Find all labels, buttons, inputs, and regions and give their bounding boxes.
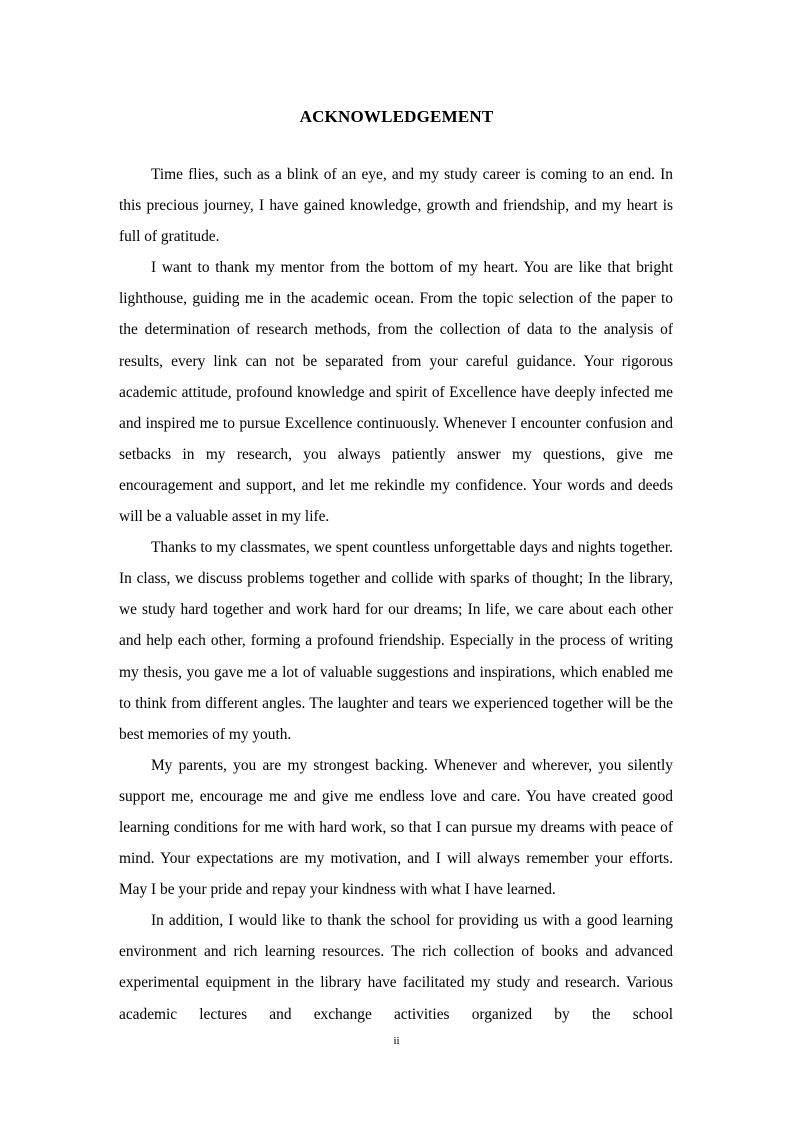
paragraph-3: Thanks to my classmates, we spent countless unforgettable days and nights together. In class, we discuss problems together and collide with sparks of thought; In the library, we study hard together and work hard for our dreams; In life, we care about each other and help each other, forming a profound friendship. Especially in the process of writing my thesis, you gave me a lot of valuable suggestions and inspirations, which enabled me to think from different angles. The laughter and tears we experienced together will be the best memories of my youth. [119,539,673,743]
paragraph-2: I want to thank my mentor from the bottom of my heart. You are like that bright lighthouse, guiding me in the academic ocean. From the topic selection of the paper to the determination of research methods, from the collection of data to the analysis of results, every link can not be separated from your careful guidance. Your rigorous academic attitude, profound knowledge and spirit of Excellence have deeply infected me and inspired me to pursue Excellence continuously. Whenever I encounter confusion and setbacks in my research, you always patiently answer my questions, give me encouragement and support, and let me rekindle my confidence. Your words and deeds will be a valuable asset in my life. [119,259,673,526]
document-body [119,159,673,1030]
paragraph-1: Time flies, such as a blink of an eye, and my study career is coming to an end. In this precious journey, I have gained knowledge, growth and friendship, and my heart is full of gratitude. [119,166,673,246]
paragraph-5: In addition, I would like to thank the school for providing us with a good learning environment and rich learning resources. The rich collection of books and advanced experimental equipment in the library have facilitated my study and research. Various academic lectures and exchange activities organized by the school [119,912,673,1023]
paragraph-4: My parents, you are my strongest backing. Whenever and wherever, you silently support me, encourage me and give me endless love and care. You have created good learning conditions for me with hard work, so that I can pursue my dreams with peace of mind. Your expectations are my motivation, and I will always remember your efforts. May I be your pride and repay your kindness with what I have learned. [119,756,673,899]
page-title: ACKNOWLEDGEMENT [299,107,494,126]
page-number: ii [393,1035,400,1047]
